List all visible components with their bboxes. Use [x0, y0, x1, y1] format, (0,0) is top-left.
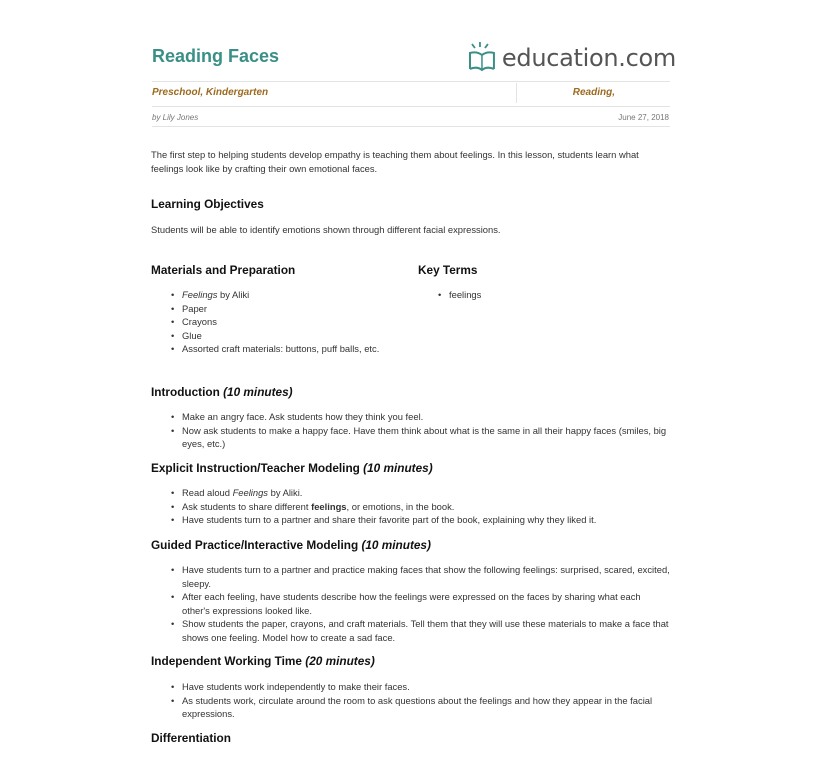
education-logo-icon	[466, 41, 500, 75]
list-item: • feelings	[438, 288, 638, 302]
list-item: • Have students turn to a partner and share their favorite part of the book, explaining why they liked it.	[171, 513, 671, 527]
grade-level: Preschool, Kindergarten	[152, 87, 269, 98]
introduction-heading: Introduction (10 minutes)	[151, 385, 293, 399]
list-item: • Show students the paper, crayons, and craft materials. Tell them that they will use these materials to make a face that shows one feeling. Model how to create a sad face.	[171, 617, 671, 644]
introduction-list	[171, 410, 671, 451]
key-terms-list	[438, 288, 638, 302]
list-item: • Glue	[171, 329, 401, 343]
logo-text: education.com	[501, 44, 676, 72]
list-item: • After each feeling, have students describe how the feelings were expressed on the faces by sharing what each other's expressions looked like.	[171, 590, 671, 617]
materials-list	[171, 288, 401, 356]
list-item: • Crayons	[171, 315, 401, 329]
explicit-instruction-list	[171, 486, 671, 527]
list-item: • Paper	[171, 302, 401, 316]
guided-practice-list	[171, 563, 671, 644]
learning-objectives-heading: Learning Objectives	[151, 197, 264, 211]
key-terms-heading: Key Terms	[418, 263, 478, 277]
author: by Lily Jones	[152, 113, 199, 122]
independent-working-list	[171, 680, 671, 721]
header-divider-middle	[152, 106, 670, 107]
list-item: • As students work, circulate around the room to ask questions about the feelings and how they appear in the facial expressions.	[171, 694, 671, 721]
intro-paragraph: The first step to helping students develop empathy is teaching them about feelings. In this lesson, students learn what feelings look like by crafting their own emotional faces.	[151, 149, 639, 174]
learning-objectives-text: Students will be able to identify emotions shown through different facial expressions.	[151, 224, 501, 235]
differentiation-heading: Differentiation	[151, 731, 231, 745]
list-item: • Have students work independently to make their faces.	[171, 680, 671, 694]
subject: Reading,	[572, 87, 615, 98]
publish-date: June 27, 2018	[618, 113, 669, 122]
page-title: Reading Faces	[152, 46, 280, 66]
education-logo[interactable]	[466, 40, 676, 76]
header-divider-vertical	[516, 83, 517, 103]
list-item: • Feelings by Aliki	[171, 288, 401, 302]
list-item: • Ask students to share different feelings, or emotions, in the book.	[171, 500, 671, 514]
independent-working-heading: Independent Working Time (20 minutes)	[151, 654, 375, 668]
list-item: • Assorted craft materials: buttons, puff balls, etc.	[171, 342, 401, 356]
list-item: • Have students turn to a partner and practice making faces that show the following feelings: surprised, scared, excited, sleepy.	[171, 563, 671, 590]
explicit-instruction-heading: Explicit Instruction/Teacher Modeling (10 minutes)	[151, 461, 433, 475]
list-item: • Read aloud Feelings by Aliki.	[171, 486, 671, 500]
materials-heading: Materials and Preparation	[151, 263, 296, 277]
list-item: • Now ask students to make a happy face. Have them think about what is the same in all their happy faces (smiles, big eyes, etc.)	[171, 424, 671, 451]
header-divider-top	[152, 81, 670, 82]
header-divider-bottom	[152, 126, 670, 127]
guided-practice-heading: Guided Practice/Interactive Modeling (10 minutes)	[151, 538, 431, 552]
list-item: • Make an angry face. Ask students how they think you feel.	[171, 410, 671, 424]
